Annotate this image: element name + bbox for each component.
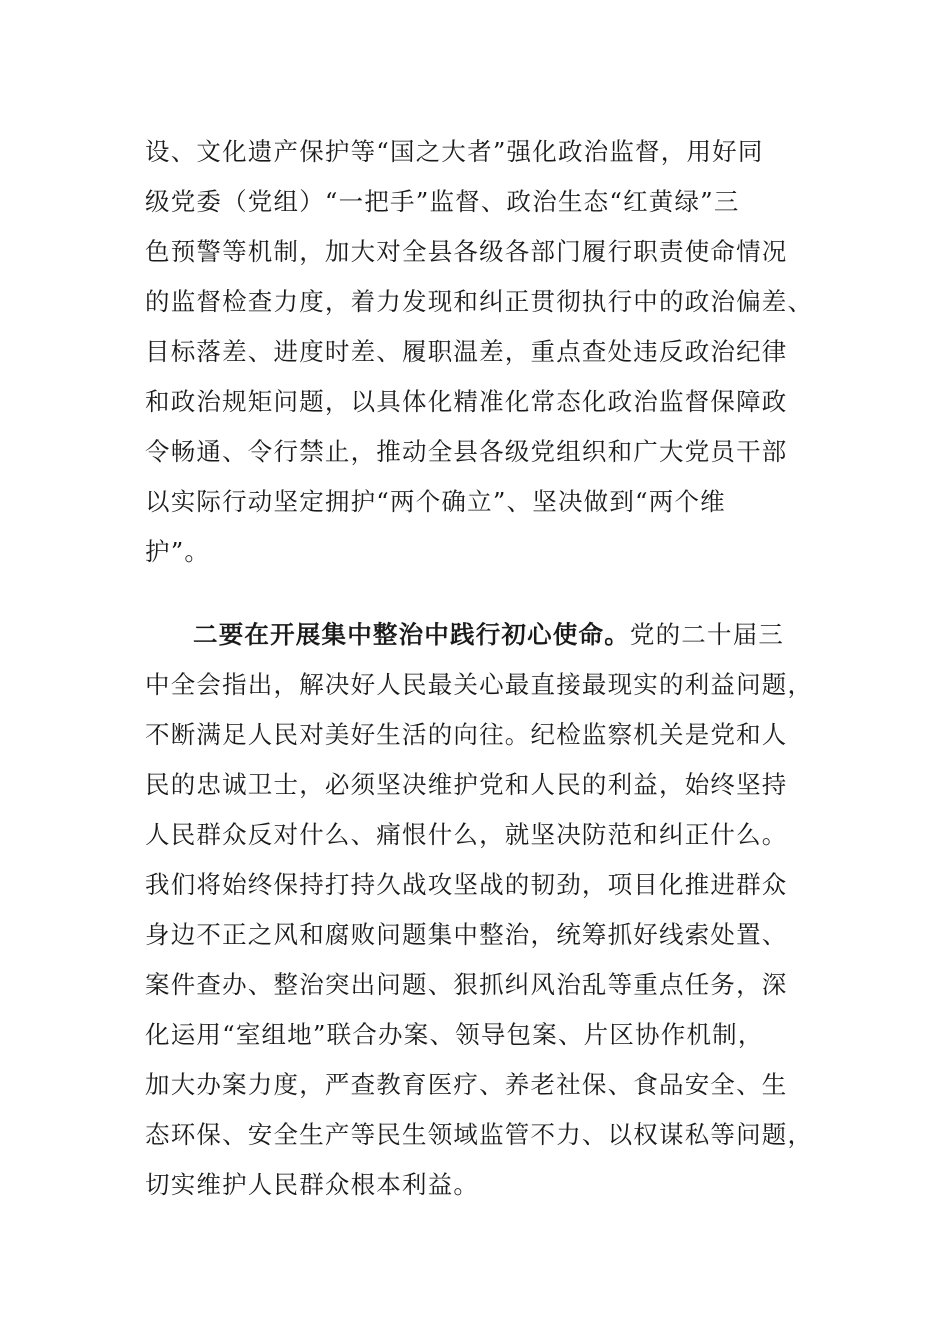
text-line: 以实际行动坚定拥护“两个确立”、坚决做到“两个维 xyxy=(145,487,726,516)
text-line: 和政治规矩问题，以具体化精准化常态化政治监督保障政 xyxy=(145,387,788,416)
text-line: 目标落差、进度时差、履职温差，重点查处违反政治纪律 xyxy=(145,337,788,366)
text-line xyxy=(193,618,784,652)
text-line: 加大办案力度，严查教育医疗、养老社保、食品安全、生 xyxy=(145,1070,788,1099)
text-line: 身边不正之风和腐败问题集中整治，统筹抓好线索处置、 xyxy=(145,920,788,949)
text-line: 级党委（党组）“一把手”监督、政治生态“红黄绿”三 xyxy=(145,187,740,216)
text-line: 案件查办、整治突出问题、狠抓纠风治乱等重点任务，深 xyxy=(145,970,788,999)
text-line: 不断满足人民对美好生活的向往。纪检监察机关是党和人 xyxy=(145,720,788,749)
text-line: 护”。 xyxy=(145,537,211,566)
text-line: 人民群众反对什么、痛恨什么，就坚决防范和纠正什么。 xyxy=(145,820,788,849)
text-line: 我们将始终保持打持久战攻坚战的韧劲，项目化推进群众 xyxy=(145,870,788,899)
text-line: 态环保、安全生产等民生领域监管不力、以权谋私等问题， xyxy=(145,1120,814,1149)
text-line: 色预警等机制，加大对全县各级各部门履行职责使命情况 xyxy=(145,237,788,266)
text-line: 设、文化遗产保护等“国之大者”强化政治监督，用好同 xyxy=(145,137,764,166)
text-line: 令畅通、令行禁止，推动全县各级党组织和广大党员干部 xyxy=(145,437,788,466)
heading-line-continuation: 党的二十届三 xyxy=(629,620,785,649)
paragraph-heading: 二要在开展集中整治中践行初心使命。 xyxy=(193,620,630,649)
text-line: 中全会指出，解决好人民最关心最直接最现实的利益问题， xyxy=(145,670,814,699)
text-line: 化运用“室组地”联合办案、领导包案、片区协作机制， xyxy=(145,1020,764,1049)
text-line: 切实维护人民群众根本利益。 xyxy=(145,1170,480,1199)
text-line: 的监督检查力度，着力发现和纠正贯彻执行中的政治偏差、 xyxy=(145,287,814,316)
text-line: 民的忠诚卫士，必须坚决维护党和人民的利益，始终坚持 xyxy=(145,770,788,799)
